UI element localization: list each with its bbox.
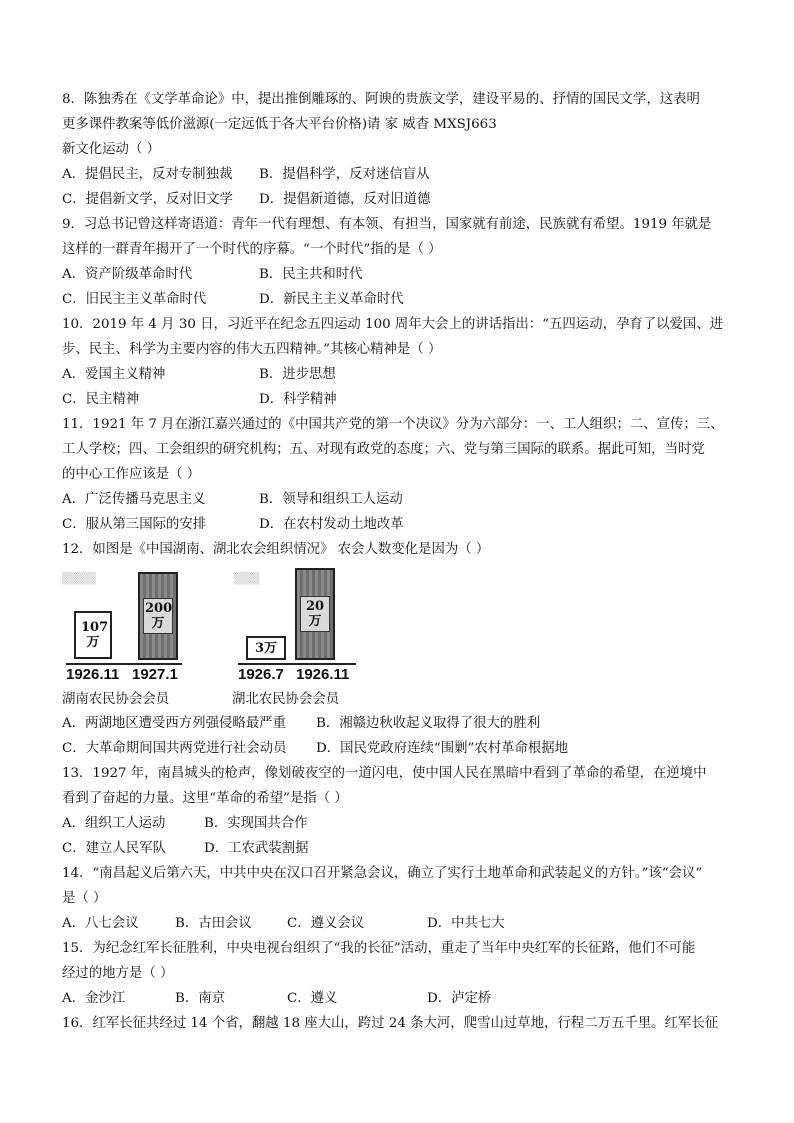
q10-option-a: A．爱国主义精神 xyxy=(62,367,166,382)
faint-scan-text: ▒▒▒▒ xyxy=(62,572,96,585)
q8-stem-line1: 8．陈独秀在《文学革命论》中，提出推倒雕琢的、阿谀的贵族文学，建设平易的、抒情的国民文学，这表明 xyxy=(62,92,700,107)
q16-stem-line1: 16．红军长征共经过 14 个省，翻越 18 座大山，跨过 24 条大河，爬雪山过草地，行程二万五千里。红军长征 xyxy=(62,1016,719,1031)
hunan-caption: 湖南农民协会会员 xyxy=(62,692,170,707)
q15-option-b: B．南京 xyxy=(175,991,226,1006)
q14-option-c: C．遵义会议 xyxy=(287,916,365,931)
q9-option-c: C．旧民主主义革命时代 xyxy=(62,292,207,307)
q8-option-d: D．提倡新道德，反对旧道德 xyxy=(259,192,431,207)
hunan-bar-1926-11-label: 107万 xyxy=(81,620,109,650)
q8-stem-line2: 更多课件教案等低价滋源(一定远低于各大平台价格)请 家 威杳 MXSJ663 xyxy=(62,117,497,132)
q12-option-b: B．湘赣边秋收起义取得了很大的胜利 xyxy=(316,716,541,731)
hubei-x-label-2: 1926.11 xyxy=(296,666,350,683)
hubei-x-label-1: 1926.7 xyxy=(238,666,284,683)
hubei-baseline xyxy=(238,663,356,665)
q14-option-a: A．八七会议 xyxy=(62,916,139,931)
q10-stem-line1: 10．2019 年 4 月 30 日，习近平在纪念五四运动 100 周年大会上的讲话指出：“五四运动，孕育了以爱国、进 xyxy=(62,317,724,332)
hubei-bar-1926-11-label: 20万 xyxy=(300,596,330,632)
hubei-bar-1926-11 xyxy=(295,568,335,660)
q9-option-a: A．资产阶级革命时代 xyxy=(62,267,193,282)
q9-stem-line1: 9．习总书记曾这样寄语道：青年一代有理想、有本领、有担当，国家就有前途，民族就有希望。1919 年就是 xyxy=(62,217,712,232)
q12-stem-line1: 12．如图是《中国湖南、湖北农会组织情况》 农会人数变化是因为（ ） xyxy=(62,542,490,557)
hunan-bar-1927-1 xyxy=(138,572,178,660)
q15-stem-line2: 经过的地方是（ ） xyxy=(62,966,174,981)
q15-stem-line1: 15．为纪念红军长征胜利，中央电视台组织了“我的长征”活动，重走了当年中央红军的长征路，他们不可能 xyxy=(62,941,696,956)
q15-option-a: A．金沙江 xyxy=(62,991,126,1006)
q14-stem-line2: 是（ ） xyxy=(62,891,107,906)
q13-stem-line1: 13．1927 年，南昌城头的枪声，像划破夜空的一道闪电，使中国人民在黑暗中看到了革命的希望，在逆境中 xyxy=(62,766,707,781)
hunan-x-label-1: 1926.11 xyxy=(66,666,120,683)
hubei-bar-1926-7 xyxy=(246,636,286,660)
q11-option-c: C．服从第三国际的安排 xyxy=(62,517,207,532)
q15-option-d: D．泸定桥 xyxy=(427,991,492,1006)
q8-stem-line3: 新文化运动（ ） xyxy=(62,142,160,157)
q14-option-d: D．中共七大 xyxy=(427,916,505,931)
q13-option-d: D．工农武装割据 xyxy=(204,841,309,856)
q13-stem-line2: 看到了奋起的力量。这里“革命的希望”是指（ ） xyxy=(62,791,348,806)
q10-stem-line2: 步、民主、科学为主要内容的伟大五四精神。”其核心精神是（ ） xyxy=(62,342,442,357)
q11-stem-line2: 工人学校；四、工会组织的研究机构；五、对现有政党的态度；六、党与第三国际的联系。据此可知，当时党 xyxy=(62,442,705,457)
q9-stem-line2: 这样的一群青年揭开了一个时代的序幕。“一个时代”指的是（ ） xyxy=(62,242,442,257)
hubei-bar-1926-7-label: 3万 xyxy=(254,640,278,656)
q8-option-c: C．提倡新文学，反对旧文学 xyxy=(62,192,233,207)
q8-option-b: B．提倡科学，反对迷信盲从 xyxy=(259,167,430,182)
q9-option-b: B．民主共和时代 xyxy=(259,267,363,282)
q13-option-c: C．建立人民军队 xyxy=(62,841,166,856)
q10-option-d: D．科学精神 xyxy=(259,392,337,407)
hunan-bar-1927-1-label: 200万 xyxy=(143,598,173,634)
hunan-bar-1926-11 xyxy=(74,611,112,659)
q11-option-a: A．广泛传播马克思主义 xyxy=(62,492,206,507)
q11-option-b: B．领导和组织工人运动 xyxy=(259,492,403,507)
q9-option-d: D．新民主主义革命时代 xyxy=(259,292,404,307)
q14-stem-line1: 14．“南昌起义后第六天，中共中央在汉口召开紧急会议，确立了实行土地革命和武装起义的方针。”该“会议” xyxy=(62,866,703,881)
q10-option-b: B．进步思想 xyxy=(259,367,336,382)
q11-option-d: D．在农村发动土地改革 xyxy=(259,517,404,532)
q13-option-a: A．组织工人运动 xyxy=(62,816,166,831)
q13-option-b: B．实现国共合作 xyxy=(204,816,308,831)
q12-option-d: D．国民党政府连续“围剿”农村革命根据地 xyxy=(316,741,569,756)
hunan-baseline xyxy=(66,663,182,665)
q10-option-c: C．民主精神 xyxy=(62,392,140,407)
q11-stem-line1: 11．1921 年 7 月在浙江嘉兴通过的《中国共产党的第一个决议》分为六部分：一、工人组织；二、宣传；三、 xyxy=(62,417,724,432)
hunan-x-label-2: 1927.1 xyxy=(132,666,178,683)
q12-option-a: A．两湖地区遭受西方列强侵略最严重 xyxy=(62,716,286,731)
q11-stem-line3: 的中心工作应该是（ ） xyxy=(62,467,201,482)
faint-scan-text-2: ▒▒▒ xyxy=(234,572,260,585)
q12-option-c: C．大革命期间国共两党进行社会动员 xyxy=(62,741,287,756)
q15-option-c: C．遵义 xyxy=(287,991,338,1006)
q8-option-a: A．提倡民主，反对专制独裁 xyxy=(62,167,233,182)
hubei-caption: 湖北农民协会会员 xyxy=(232,692,340,707)
q12-figure xyxy=(62,566,382,708)
q14-option-b: B．古田会议 xyxy=(175,916,252,931)
